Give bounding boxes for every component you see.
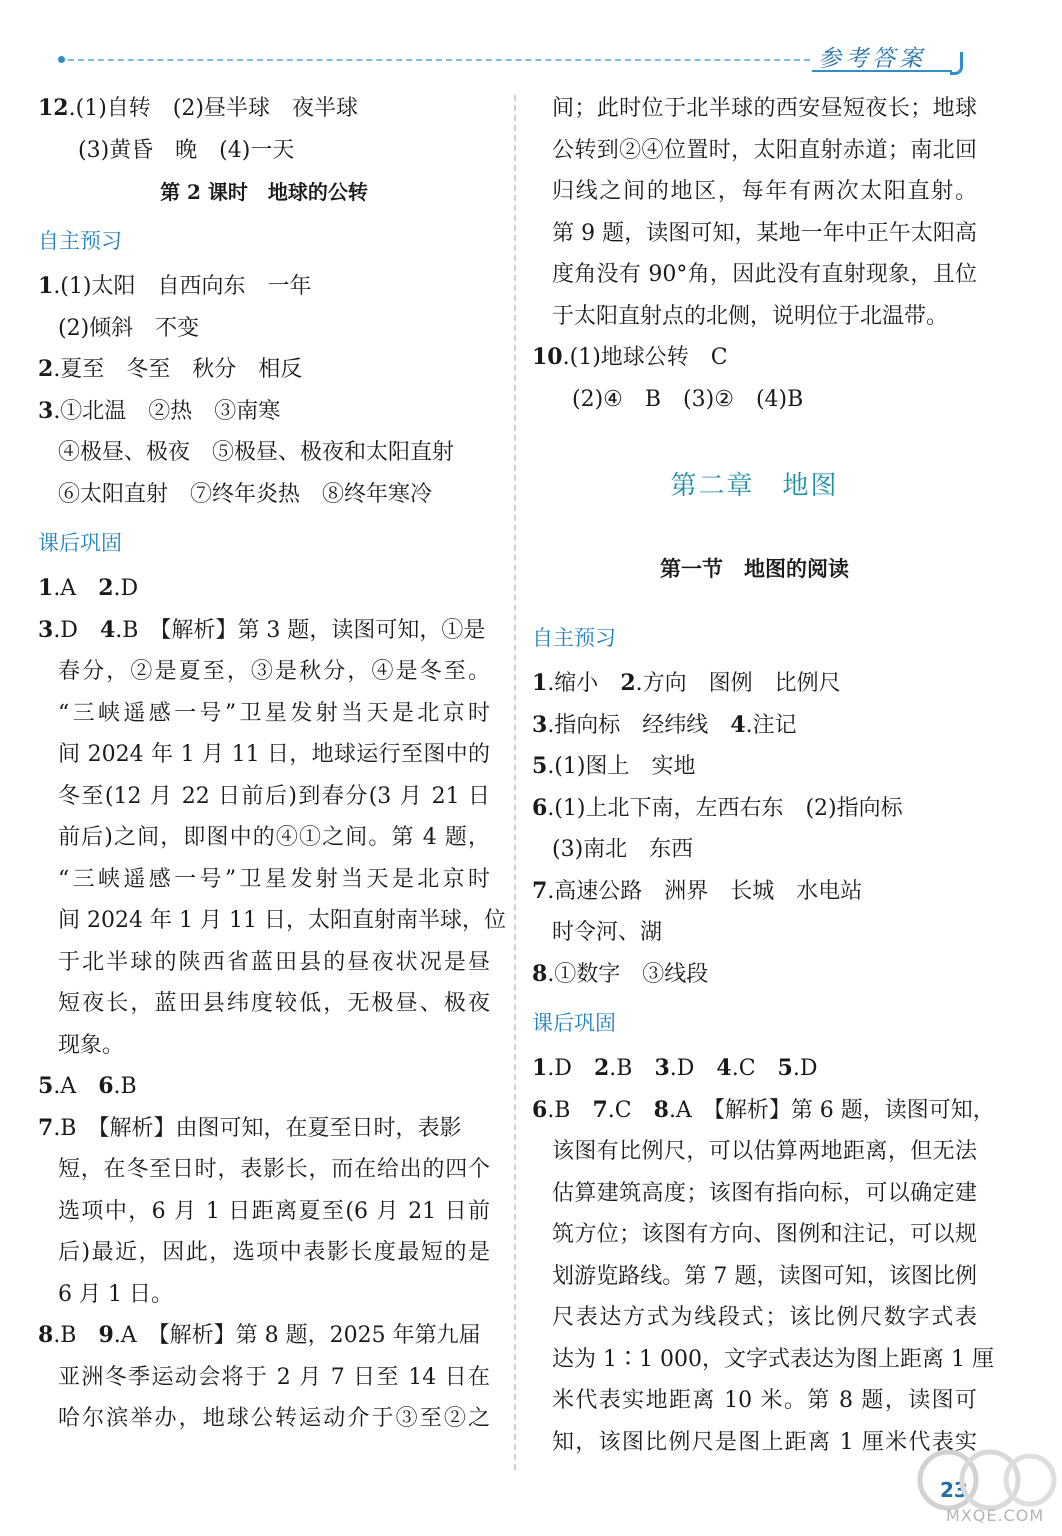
answer-10-cont: (2)④ B (3)② (4)B <box>572 386 804 412</box>
explanation-line: 该图有比例尺，可以估算两地距离，但无法 <box>552 1139 977 1164</box>
section-heading-review: 课后巩固 <box>532 1011 616 1035</box>
answer-1-5: 1.D 2.B 3.D 4.C 5.D <box>532 1055 818 1081</box>
section-heading-preview: 自主预习 <box>38 229 122 253</box>
answer-6-cont: (3)南北 东西 <box>552 837 694 862</box>
section-title: 第一节 地图的阅读 <box>660 556 849 581</box>
answer-3-4: 3.指向标 经纬线 4.注记 <box>532 711 797 738</box>
explanation-line: 第 9 题，读图可知，某地一年中正午太阳高 <box>552 220 977 246</box>
explanation-line: 间；此时位于北半球的西安昼短夜长；地球 <box>552 96 977 121</box>
explanation-line: 春分，②是夏至，③是秋分，④是冬至。 <box>58 659 490 684</box>
explanation-line: 于北半球的陕西省蓝田县的昼夜状况是昼 <box>58 949 490 975</box>
explanation-line: 哈尔滨举办，地球公转运动介于③至②之 <box>58 1406 490 1431</box>
answer-6-8: 6.B 7.C 8.A 【解析】第 6 题，读图可知， <box>532 1096 995 1123</box>
explanation-line: 短夜长，蓝田县纬度较低，无极昼、极夜 <box>58 991 490 1016</box>
explanation-line: 6 月 1 日。 <box>58 1281 173 1307</box>
watermark-text: MXQE.COM <box>946 1506 1045 1525</box>
answer-1: 1.(1)太阳 自西向东 一年 <box>38 273 312 299</box>
chapter-title: 第二章 地图 <box>670 471 839 501</box>
answer-7: 7.高速公路 洲界 长城 水电站 <box>532 877 863 904</box>
explanation-line: 选项中，6 月 1 日距离夏至(6 月 21 日前 <box>58 1198 490 1224</box>
answer-3: 3.①北温 ②热 ③南寒 <box>38 397 281 424</box>
answer-6: 6.(1)上北下南，左西右东 (2)指向标 <box>532 794 903 821</box>
explanation-line: 知，该图比例尺是图上距离 1 厘米代表实 <box>552 1429 977 1455</box>
answer-12: 12.(1)自转 (2)昼半球 夜半球 <box>38 95 358 121</box>
explanation-line: “三峡遥感一号”卫星发射当天是北京时 <box>58 700 490 726</box>
explanation-line: 筑方位；该图有方向、图例和注记，可以规 <box>552 1222 977 1247</box>
explanation-line: 后)最近，因此，选项中表影长度最短的是 <box>58 1240 490 1265</box>
answer-3-cont: ④极昼、极夜 ⑤极昼、极夜和太阳直射 <box>58 440 455 465</box>
explanation-line: 达为 1∶1 000，文字式表达为图上距离 1 厘 <box>552 1346 994 1372</box>
lesson-title: 第 2 课时 地球的公转 <box>160 180 368 204</box>
answer-1-2: 1.缩小 2.方向 图例 比例尺 <box>532 670 841 696</box>
explanation-line: 估算建筑高度；该图有指向标，可以确定建 <box>552 1180 977 1206</box>
answer-3-4: 3.D 4.B 【解析】第 3 题，读图可知，①是 <box>38 616 486 643</box>
page-number: 23 <box>940 1478 968 1502</box>
section-heading-preview: 自主预习 <box>532 626 616 650</box>
explanation-line: 现象。 <box>58 1032 125 1058</box>
header-hook <box>950 52 963 75</box>
answer-1-cont: (2)倾斜 不变 <box>58 315 200 341</box>
explanation-line: 前后)之间，即图中的④①之间。第 4 题， <box>58 825 490 850</box>
answer-10: 10.(1)地球公转 C <box>532 344 728 370</box>
column-divider <box>514 95 516 1470</box>
left-column <box>38 88 506 1440</box>
explanation-line: 公转到②④位置时，太阳直射赤道；南北回 <box>552 137 977 163</box>
explanation-line: 米代表实地距离 10 米。第 8 题，读图可 <box>552 1388 977 1413</box>
explanation-line: 度角没有 90°角，因此没有直射现象，且位 <box>552 262 977 287</box>
explanation-line: 尺表达方式为线段式；该比例尺数字式表 <box>552 1305 977 1330</box>
answer-1-2: 1.A 2.D <box>38 575 139 601</box>
answer-7-cont: 时令河、湖 <box>552 920 663 945</box>
answer-7: 7.B 【解析】由图可知，在夏至日时，表影 <box>38 1114 462 1141</box>
answer-2: 2.夏至 冬至 秋分 相反 <box>38 356 303 382</box>
explanation-line: 间 2024 年 1 月 11 日，太阳直射南半球，位 <box>58 908 506 933</box>
explanation-line: 间 2024 年 1 月 11 日，地球运行至图中的 <box>58 742 490 767</box>
explanation-line: 短，在冬至日时，表影长，而在给出的四个 <box>58 1157 490 1182</box>
header-underline <box>812 70 952 72</box>
header-title: 参考答案 <box>818 46 926 72</box>
explanation-line: 亚洲冬季运动会将于 2 月 7 日至 14 日在 <box>58 1364 490 1390</box>
explanation-line: 于太阳直射点的北侧，说明位于北温带。 <box>552 303 949 329</box>
explanation-line: 划游览路线。第 7 题，读图可知，该图比例 <box>552 1263 977 1289</box>
right-column <box>532 88 995 1463</box>
answer-3-cont: ⑥太阳直射 ⑦终年炎热 ⑧终年寒冷 <box>58 481 433 507</box>
section-heading-review: 课后巩固 <box>38 531 122 555</box>
explanation-line: 冬至(12 月 22 日前后)到春分(3 月 21 日 <box>58 783 490 809</box>
answer-8: 8.①数字 ③线段 <box>532 960 709 987</box>
answer-12-cont: (3)黄昏 晚 (4)一天 <box>78 137 295 163</box>
header-dot <box>58 56 65 63</box>
answer-8-9: 8.B 9.A 【解析】第 8 题，2025 年第九届 <box>38 1322 481 1348</box>
explanation-line: 归线之间的地区，每年有两次太阳直射。 <box>552 179 977 204</box>
header-dashed-rule <box>68 59 810 61</box>
answer-5-6: 5.A 6.B <box>38 1073 137 1099</box>
explanation-line: “三峡遥感一号”卫星发射当天是北京时 <box>58 866 490 892</box>
answer-5: 5.(1)图上 实地 <box>532 753 696 779</box>
